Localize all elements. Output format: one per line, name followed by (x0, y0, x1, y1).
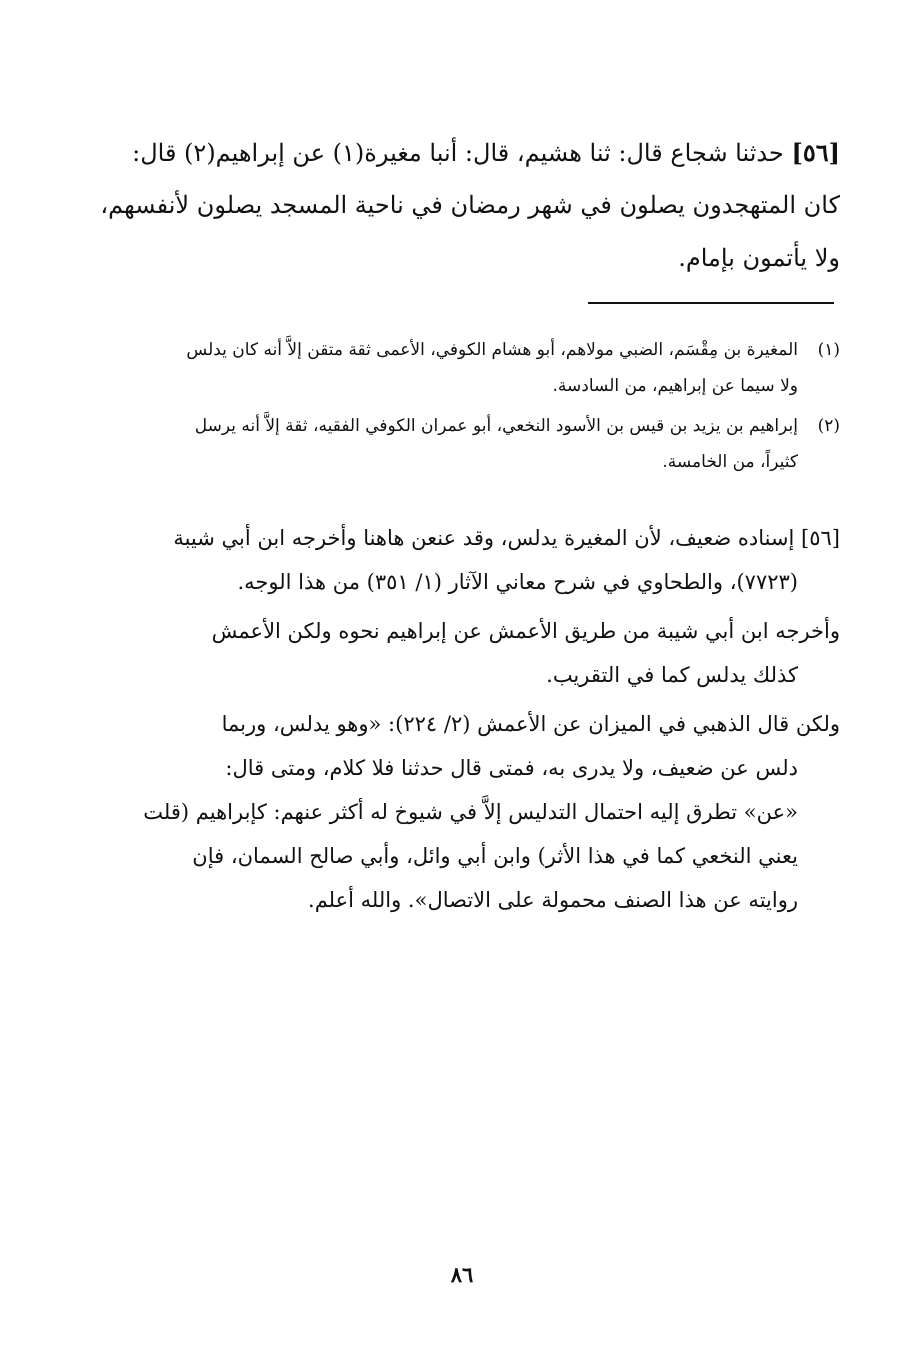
commentary-3-line-4: يعني النخعي كما في هذا الأثر) وابن أبي وائل، وأبي صالح السمان، فإن (192, 844, 798, 868)
footnote-2-line-2: كثيراً، من الخامسة. (662, 452, 798, 472)
hadith-line-1-text: حدثنا شجاع قال: ثنا هشيم، قال: أنبا مغيرة(١) عن إبراهيم(٢) قال: (132, 139, 784, 167)
commentary-1-line-2: (٧٧٢٣)، والطحاوي في شرح معاني الآثار (١/ ٣٥١) من هذا الوجه. (237, 570, 798, 594)
hadith-text (84, 126, 840, 285)
commentary-paragraph-3 (84, 702, 840, 922)
footnote-1 (84, 332, 840, 404)
footnote-2 (84, 408, 840, 480)
hadith-line-3: ولا يأتمون بإمام. (678, 244, 840, 272)
footnote-2-line-1 (84, 408, 840, 444)
footnote-2-line-1-text: إبراهيم بن يزيد بن قيس بن الأسود النخعي، أبو عمران الكوفي الفقيه، ثقة إلاَّ أنه يرسل (194, 416, 798, 436)
footnote-2-marker: (٢) (817, 416, 840, 436)
commentary-paragraph-2 (84, 609, 840, 697)
commentary (84, 516, 840, 927)
hadith-number: [٥٦] (791, 138, 840, 167)
commentary-2-line-2: كذلك يدلس كما في التقريب. (546, 663, 798, 687)
footnote-1-line-2: ولا سيما عن إبراهيم، من السادسة. (552, 376, 798, 396)
commentary-3-line-5: روايته عن هذا الصنف محمولة على الاتصال». والله أعلم. (308, 888, 798, 912)
footnote-1-marker: (١) (817, 340, 840, 360)
commentary-2-line-1: وأخرجه ابن أبي شيبة من طريق الأعمش عن إبراهيم نحوه ولكن الأعمش (211, 619, 840, 643)
commentary-3-line-1: ولكن قال الذهبي في الميزان عن الأعمش (٢/ ٢٢٤): «وهو يدلس، وربما (221, 712, 840, 736)
hadith-line-2: كان المتهجدون يصلون في شهر رمضان في ناحية المسجد يصلون لأنفسهم، (100, 191, 840, 219)
footnote-separator (588, 302, 834, 304)
commentary-3-line-2: دلس عن ضعيف، ولا يدرى به، فمتى قال حدثنا فلا كلام، ومتى قال: (225, 756, 798, 780)
hadith-line-1 (84, 126, 840, 179)
footnote-1-line-1-text: المغيرة بن مِقْسَم، الضبي مولاهم، أبو هشام الكوفي، الأعمى ثقة متقن إلاَّ أنه كان يدلس (186, 340, 798, 360)
commentary-1-line-1: [٥٦] إسناده ضعيف، لأن المغيرة يدلس، وقد عنعن هاهنا وأخرجه ابن أبي شيبة (173, 526, 840, 550)
footnotes (84, 332, 840, 484)
footnote-1-line-1 (84, 332, 840, 368)
commentary-paragraph-1 (84, 516, 840, 604)
page-number: ٨٦ (450, 1262, 474, 1287)
commentary-3-line-3: «عن» تطرق إليه احتمال التدليس إلاَّ في شيوخ له أكثر عنهم: كإبراهيم (قلت (143, 800, 798, 824)
